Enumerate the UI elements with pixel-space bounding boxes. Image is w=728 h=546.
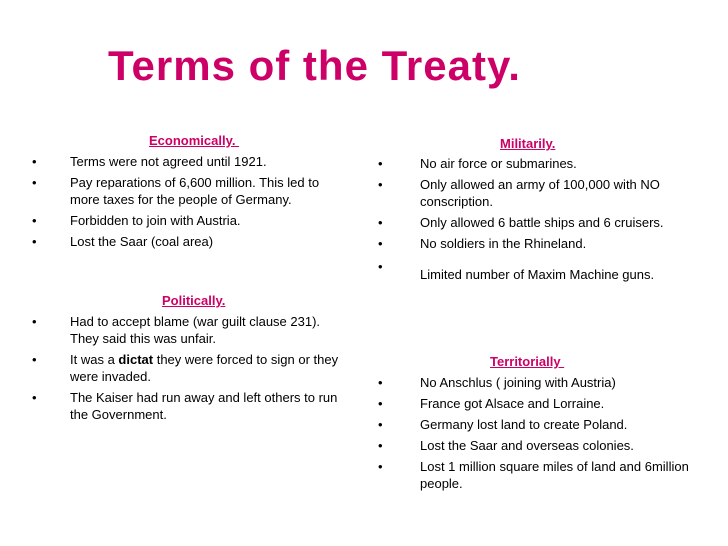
list-item	[378, 259, 693, 283]
item-text: No Anschlus ( joining with Austria)	[420, 375, 616, 390]
list-item	[32, 233, 350, 250]
item-text: Only allowed an army of 100,000 with NO conscription.	[420, 177, 660, 209]
bullet-icon: •	[32, 213, 37, 228]
territorially-heading: Territorially	[490, 354, 565, 369]
slide-title: Terms of the Treaty.	[108, 42, 521, 89]
economically-list	[32, 153, 350, 254]
bullet-icon: •	[378, 156, 383, 171]
list-item	[378, 437, 693, 454]
item-text: Lost 1 million square miles of land and 6million people.	[420, 459, 689, 491]
bullet-icon: •	[378, 396, 383, 411]
item-text: Limited number of Maxim Machine guns.	[420, 267, 655, 282]
list-item	[378, 395, 693, 412]
item-text: Lost the Saar and overseas colonies.	[420, 438, 634, 453]
bullet-icon: •	[378, 417, 383, 432]
bullet-icon: •	[32, 352, 37, 367]
item-text: Forbidden to join with Austria.	[70, 213, 241, 228]
item-text: No soldiers in the Rhineland.	[420, 236, 587, 251]
politically-heading: Politically.	[162, 293, 226, 308]
bullet-icon: •	[32, 234, 37, 249]
list-item	[378, 155, 693, 172]
item-text-after: they were forced to sign or they were invaded.	[70, 352, 339, 384]
list-item	[378, 374, 693, 391]
territorially-list	[378, 374, 693, 496]
list-item	[378, 214, 693, 231]
politically-list	[32, 313, 352, 427]
dictat-term: dictat	[118, 352, 154, 367]
item-text: Only allowed 6 battle ships and 6 cruisers.	[420, 215, 664, 230]
bullet-icon: •	[378, 236, 383, 251]
militarily-heading: Militarily.	[500, 136, 556, 151]
bullet-icon: •	[32, 314, 37, 329]
bullet-icon: •	[32, 390, 37, 405]
list-item	[32, 174, 350, 208]
list-item	[378, 176, 693, 210]
list-item	[32, 153, 350, 170]
item-text: Pay reparations of 6,600 million. This led to more taxes for the people of Germany.	[70, 175, 320, 207]
item-text: Lost the Saar (coal area)	[70, 234, 214, 249]
economically-heading: Economically.	[149, 133, 240, 148]
list-item	[378, 416, 693, 433]
item-text: Germany lost land to create Poland.	[420, 417, 628, 432]
list-item	[32, 389, 352, 423]
list-item	[378, 458, 693, 492]
item-text: France got Alsace and Lorraine.	[420, 396, 605, 411]
item-text-before: It was a	[70, 352, 119, 367]
list-item	[32, 313, 352, 347]
bullet-icon: •	[32, 154, 37, 169]
militarily-list	[378, 155, 693, 287]
list-item	[32, 351, 352, 385]
bullet-icon: •	[378, 375, 383, 390]
item-text: Terms were not agreed until 1921.	[70, 154, 267, 169]
list-item	[378, 235, 693, 252]
bullet-icon: •	[378, 459, 383, 474]
list-item	[32, 212, 350, 229]
bullet-icon: •	[378, 215, 383, 230]
bullet-icon: •	[378, 438, 383, 453]
bullet-icon: •	[378, 259, 383, 274]
bullet-icon: •	[378, 177, 383, 192]
bullet-icon: •	[32, 175, 37, 190]
item-text: No air force or submarines.	[420, 156, 577, 171]
item-text: The Kaiser had run away and left others to run the Government.	[70, 390, 338, 422]
item-text: Had to accept blame (war guilt clause 231). They said this was unfair.	[70, 314, 321, 346]
